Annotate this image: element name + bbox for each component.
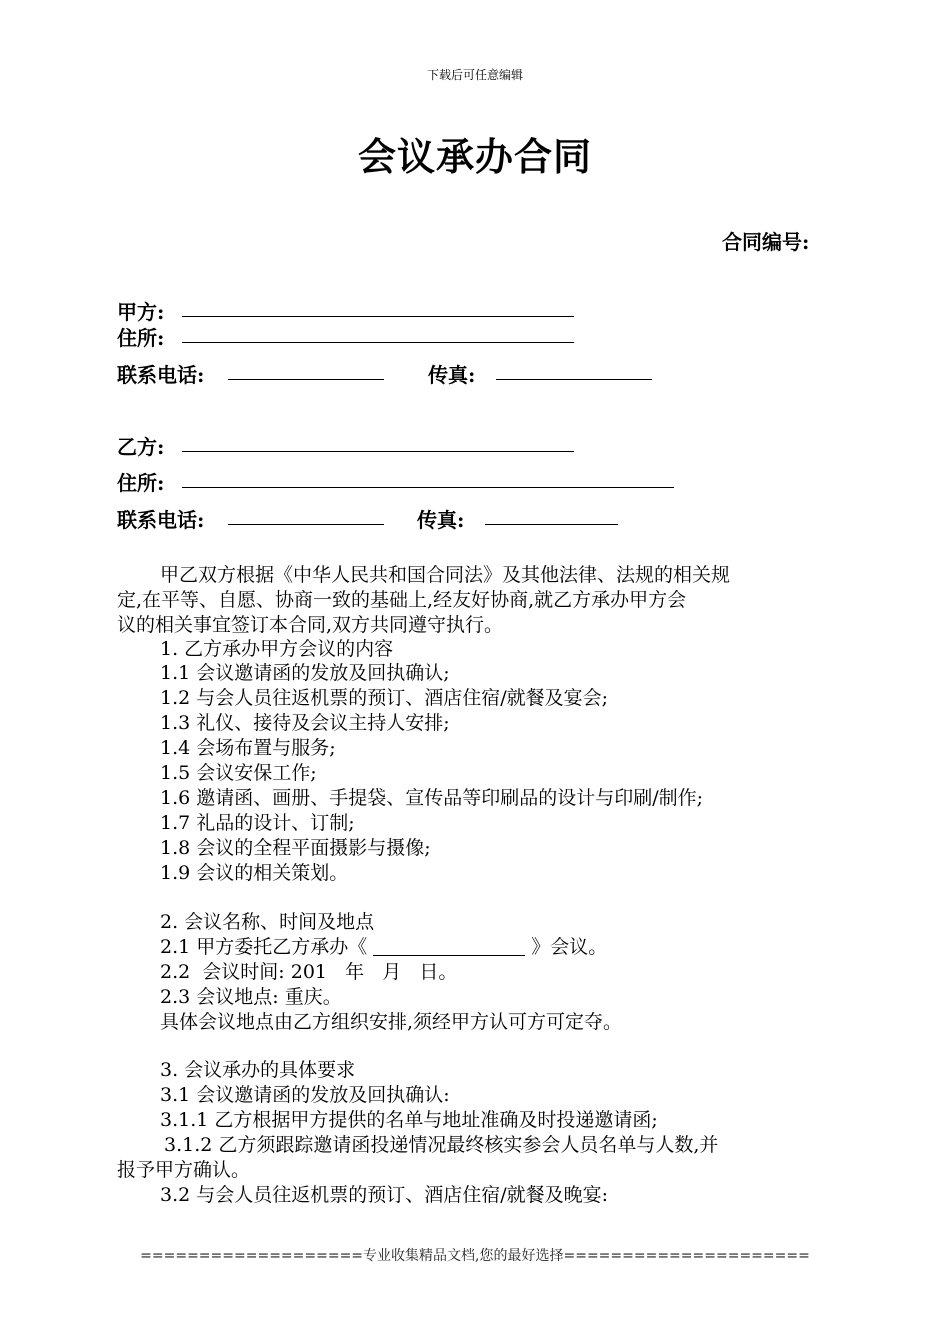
section-3-heading: 3. 会议承办的具体要求 <box>160 1059 356 1081</box>
section-3-item: 3.1.2 乙方须跟踪邀请函投递情况最终核实参会人员名单与人数,并 <box>164 1134 719 1156</box>
party-b-fax-blank <box>485 524 618 525</box>
section-3-item: 3.1.1 乙方根据甲方提供的名单与地址准确及时投递邀请函; <box>160 1109 658 1131</box>
intro-line: 议的相关事宜签订本合同,双方共同遵守执行。 <box>117 614 504 636</box>
section-2-item-1-prefix: 2.1 甲方委托乙方承办《 <box>160 936 368 958</box>
party-b-fax-label: 传真: <box>417 508 465 532</box>
document-title: 会议承办合同 <box>357 135 592 179</box>
section-2-item-3: 2.3 会议地点: 重庆。 <box>160 986 342 1008</box>
meeting-name-blank <box>373 937 525 956</box>
party-b-address-blank <box>182 487 674 488</box>
party-b-address-label: 住所: <box>117 471 165 495</box>
section-2-item-1-suffix: 》会议。 <box>531 936 608 958</box>
section-1-heading: 1. 乙方承办甲方会议的内容 <box>160 638 394 660</box>
section-1-item: 1.7 礼品的设计、订制; <box>160 812 355 834</box>
contract-number-label: 合同编号: <box>722 230 810 254</box>
section-1-item: 1.6 邀请函、画册、手提袋、宣传品等印刷品的设计与印刷/制作; <box>160 787 704 809</box>
section-3-item: 3.2 与会人员往返机票的预订、酒店住宿/就餐及晚宴: <box>160 1184 609 1206</box>
section-1-item: 1.1 会议邀请函的发放及回执确认; <box>160 662 450 684</box>
section-2-item-2: 2.2 会议时间: 201 年 月 日。 <box>160 961 458 983</box>
section-1-item: 1.2 与会人员往返机票的预订、酒店住宿/就餐及宴会; <box>160 687 609 709</box>
party-a-address-blank <box>182 342 574 343</box>
section-1-item: 1.3 礼仪、接待及会议主持人安排; <box>160 712 450 734</box>
party-a-address-label: 住所: <box>117 326 165 350</box>
party-a-phone-label: 联系电话: <box>117 363 205 387</box>
section-1-item: 1.4 会场布置与服务; <box>160 737 336 759</box>
party-a-fax-label: 传真: <box>428 363 476 387</box>
section-1-item: 1.8 会议的全程平面摄影与摄像; <box>160 837 431 859</box>
section-2-note: 具体会议地点由乙方组织安排,须经甲方认可方可定夺。 <box>160 1011 623 1033</box>
party-b-phone-label: 联系电话: <box>117 508 205 532</box>
intro-line: 甲乙双方根据《中华人民共和国合同法》及其他法律、法规的相关规 <box>160 564 731 586</box>
intro-line: 定,在平等、自愿、协商一致的基础上,经友好协商,就乙方承办甲方会 <box>117 589 687 611</box>
party-a-blank <box>182 316 574 317</box>
section-2-heading: 2. 会议名称、时间及地点 <box>160 911 375 933</box>
footer-banner: ===================专业收集精品文档,您的最好选择===================== <box>140 1248 810 1264</box>
party-a-label: 甲方: <box>117 300 165 324</box>
section-1-item: 1.5 会议安保工作; <box>160 762 317 784</box>
section-3-item: 3.1 会议邀请函的发放及回执确认: <box>160 1084 450 1106</box>
section-3-item: 报予甲方确认。 <box>117 1159 251 1181</box>
party-a-fax-blank <box>496 379 652 380</box>
section-2-item-1 <box>160 935 607 960</box>
header-note: 下载后可任意编辑 <box>426 68 523 82</box>
party-b-blank <box>182 451 574 452</box>
section-1-item: 1.9 会议的相关策划。 <box>160 862 349 884</box>
party-b-label: 乙方: <box>117 435 165 459</box>
party-a-phone-blank <box>228 379 384 380</box>
party-b-phone-blank <box>228 524 384 525</box>
